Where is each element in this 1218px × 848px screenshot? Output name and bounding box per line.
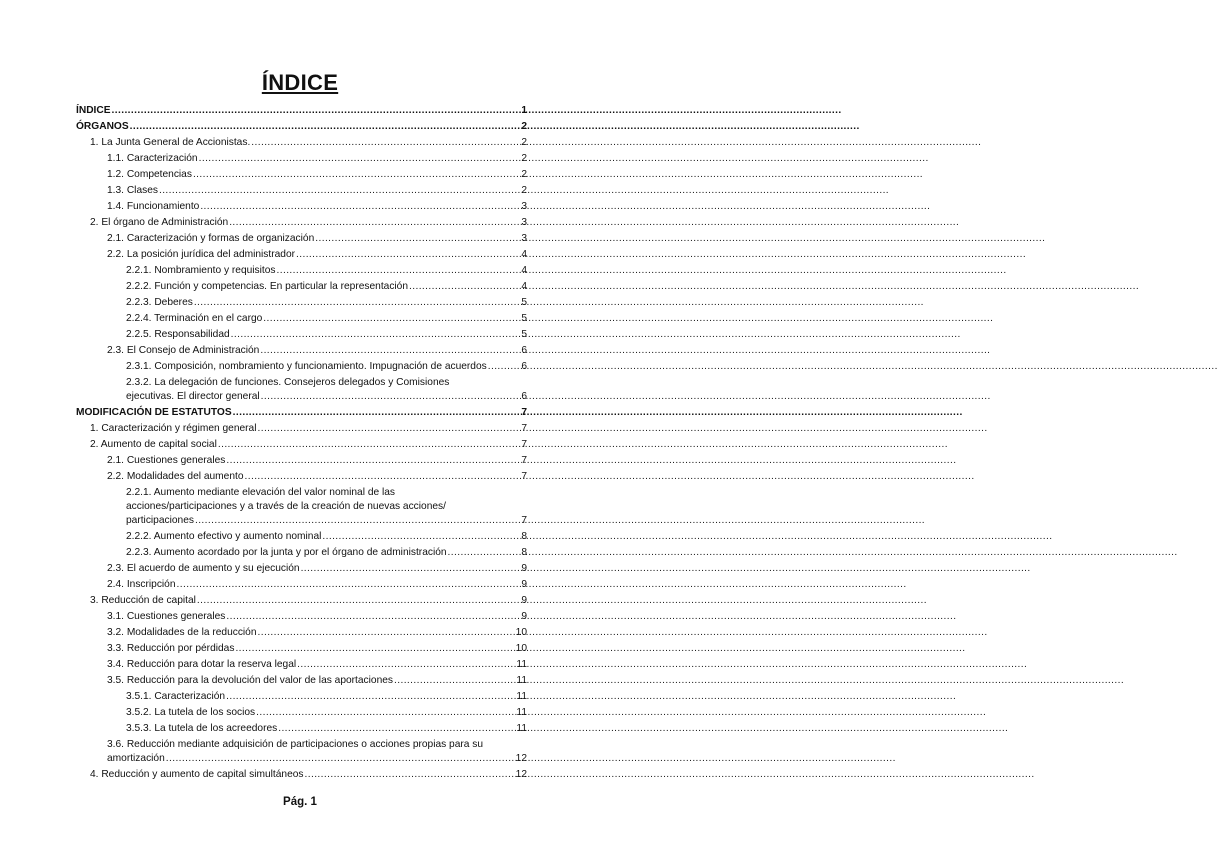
toc-page-number: 3 [521, 217, 527, 228]
toc-leader-dots [297, 658, 515, 672]
toc-page-number: 5 [521, 329, 527, 340]
toc-entry-label: 3.5.2. La tutela de los socios [126, 707, 256, 718]
toc-page-number: 8 [521, 531, 527, 542]
toc-page-number: 2 [521, 153, 527, 164]
toc-entry-label: 2.1. Cuestiones generales [107, 455, 226, 466]
toc-page-number: 11 [516, 675, 527, 686]
toc-page-number: 6 [521, 391, 527, 402]
toc-leader-dots [193, 168, 520, 182]
toc-page-number: 9 [521, 563, 527, 574]
toc-entry[interactable] [90, 422, 527, 436]
toc-entry-label: MODIFICACIÓN DE ESTATUTOS [76, 407, 232, 418]
toc-entry[interactable] [90, 594, 527, 608]
page-number-footer: Pág. 1 [283, 796, 317, 808]
toc-page-number: 7 [521, 423, 527, 434]
toc-entry[interactable] [126, 722, 527, 736]
toc-entry-label: 2.1. Caracterización y formas de organización [107, 233, 315, 244]
toc-leader-dots [315, 232, 520, 246]
toc-entry-label: amortización [107, 753, 165, 764]
toc-entry[interactable] [126, 690, 527, 704]
toc-entry-label: 3.2. Modalidades de la reducción [107, 627, 257, 638]
toc-entry[interactable] [107, 344, 527, 358]
toc-entry-label: ÓRGANOS [76, 121, 129, 132]
toc-leader-dots [251, 136, 520, 150]
toc-entry-label: 3.3. Reducción por pérdidas [107, 643, 235, 654]
toc-page-number: 3 [521, 201, 527, 212]
toc-leader-dots [260, 344, 520, 358]
toc-page-number: 7 [521, 471, 527, 482]
toc-entry[interactable] [126, 296, 527, 310]
toc-entry[interactable] [107, 152, 527, 166]
toc-leader-dots [226, 454, 520, 468]
toc-leader-dots [231, 328, 521, 342]
toc-entry[interactable] [90, 438, 527, 452]
toc-entry[interactable] [107, 562, 527, 576]
toc-page-number: 4 [521, 265, 527, 276]
toc-entry-label: 3.1. Cuestiones generales [107, 611, 226, 622]
toc-page-number: 7 [521, 515, 527, 526]
toc-leader-dots [177, 578, 521, 592]
toc-entry-label: 2. Aumento de capital social [90, 439, 217, 450]
toc-entry[interactable] [107, 642, 527, 656]
toc-leader-dots [263, 312, 520, 326]
toc-page-number: 12 [515, 753, 527, 764]
toc-entry-label: 1. La Junta General de Accionistas. [90, 137, 251, 148]
toc-entry-label: 2.4. Inscripción [107, 579, 176, 590]
toc-page-number: 2 [521, 121, 527, 132]
toc-entry[interactable] [107, 738, 527, 766]
toc-entry[interactable] [107, 168, 527, 182]
toc-leader-dots [261, 390, 521, 404]
toc-entry[interactable] [107, 626, 527, 640]
toc-leader-dots [233, 406, 521, 420]
toc-page-number: 9 [521, 611, 527, 622]
toc-entry[interactable] [126, 328, 527, 342]
toc-entry[interactable] [90, 136, 527, 150]
toc-leader-dots [394, 674, 515, 688]
toc-leader-dots [257, 422, 520, 436]
toc-leader-dots [448, 546, 521, 560]
toc-page-number: 7 [521, 455, 527, 466]
toc-entry-label: 1. Caracterización y régimen general [90, 423, 257, 434]
toc-leader-dots [166, 752, 515, 766]
toc-entry-label: 2.3. El Consejo de Administración [107, 345, 260, 356]
toc-leader-dots [130, 120, 521, 134]
toc-leader-dots [235, 642, 514, 656]
toc-entry-label: 2.3. El acuerdo de aumento y su ejecución [107, 563, 300, 574]
toc-entry-label: 3. Reducción de capital [90, 595, 196, 606]
toc-leader-dots [296, 248, 520, 262]
toc-entry-label: participaciones [126, 515, 194, 526]
toc-entry-label: 4. Reducción y aumento de capital simultáneos [90, 769, 304, 780]
toc-entry-label: 2.2. Modalidades del aumento [107, 471, 244, 482]
toc-leader-dots [194, 296, 521, 310]
toc-entry-label: 2.2. La posición jurídica del administrador [107, 249, 296, 260]
toc-entry[interactable] [126, 486, 527, 528]
toc-leader-dots [199, 152, 521, 166]
toc-entry-label: 1.3. Clases [107, 185, 158, 196]
toc-page-number: 2 [521, 169, 527, 180]
toc-entry-label: 2.2.2. Aumento efectivo y aumento nominal [126, 531, 322, 542]
toc-leader-dots [195, 514, 520, 528]
toc-page-number: 5 [521, 297, 527, 308]
toc-leader-dots [197, 594, 520, 608]
toc-entry[interactable] [107, 184, 527, 198]
toc-entry-label: 3.4. Reducción para dotar la reserva legal [107, 659, 297, 670]
toc-leader-dots [200, 200, 520, 214]
toc-page-number: 1 [521, 105, 527, 116]
toc-leader-dots [278, 722, 515, 736]
toc-entry[interactable] [107, 674, 527, 688]
page-title: ÍNDICE [261, 70, 339, 95]
table-of-contents [76, 104, 527, 782]
toc-entry-label: 2.2.1. Nombramiento y requisitos [126, 265, 276, 276]
toc-entry-label: 3.5.3. La tutela de los acreedores [126, 723, 278, 734]
toc-leader-dots [226, 690, 515, 704]
toc-entry[interactable] [126, 360, 527, 374]
toc-entry-label: 2.3.2. La delegación de funciones. Consejeros delegados y Comisiones [126, 377, 450, 388]
toc-entry-label: 3.6. Reducción mediante adquisición de participaciones o acciones propias para su [107, 739, 484, 750]
toc-entry[interactable] [76, 120, 527, 134]
toc-entry[interactable] [107, 454, 527, 468]
toc-leader-dots [409, 280, 520, 294]
toc-entry-label: 2.2.2. Función y competencias. En particular la representación [126, 281, 409, 292]
toc-entry-label: 3.5.1. Caracterización [126, 691, 226, 702]
toc-entry[interactable] [107, 232, 527, 246]
toc-page-number: 8 [521, 547, 527, 558]
toc-entry[interactable] [90, 216, 527, 230]
toc-page-number: 9 [521, 579, 527, 590]
toc-page-number: 2 [521, 185, 527, 196]
toc-entry-label: 2.2.3. Aumento acordado por la junta y por el órgano de administración [126, 547, 447, 558]
toc-leader-dots [229, 216, 520, 230]
toc-entry[interactable] [126, 706, 527, 720]
toc-entry-label: 2.3.1. Composición, nombramiento y funcionamiento. Impugnación de acuerdos [126, 361, 487, 372]
toc-page-number: 9 [521, 595, 527, 606]
toc-entry[interactable] [126, 546, 527, 560]
toc-leader-dots [226, 610, 520, 624]
toc-entry-label: 2.2.1. Aumento mediante elevación del valor nominal de las [126, 487, 396, 498]
toc-leader-dots [305, 768, 515, 782]
toc-entry[interactable] [126, 264, 527, 278]
toc-entry-label: 1.1. Caracterización [107, 153, 198, 164]
toc-leader-dots [277, 264, 521, 278]
toc-page-number: 10 [515, 627, 527, 638]
toc-entry[interactable] [107, 200, 527, 214]
toc-page-number: 4 [521, 249, 527, 260]
toc-entry-label: ejecutivas. El director general [126, 391, 260, 402]
toc-entry-label: 2. El órgano de Administración [90, 217, 229, 228]
toc-leader-dots [112, 104, 521, 118]
toc-page-number: 4 [521, 281, 527, 292]
toc-leader-dots [218, 438, 520, 452]
toc-leader-dots [322, 530, 520, 544]
toc-entry[interactable] [107, 248, 527, 262]
toc-page-number: 3 [521, 233, 527, 244]
toc-page-number: 7 [521, 407, 527, 418]
toc-leader-dots [488, 360, 521, 374]
toc-entry[interactable] [107, 578, 527, 592]
toc-entry-label: 1.4. Funcionamiento [107, 201, 200, 212]
toc-entry[interactable] [76, 104, 527, 118]
toc-entry[interactable] [107, 610, 527, 624]
toc-page-number: 2 [521, 137, 527, 148]
toc-entry[interactable] [90, 768, 527, 782]
toc-leader-dots [245, 470, 521, 484]
toc-leader-dots [159, 184, 520, 198]
toc-entry[interactable] [76, 406, 527, 420]
toc-entry-label: 2.2.3. Deberes [126, 297, 193, 308]
toc-entry[interactable] [107, 470, 527, 484]
toc-entry[interactable] [126, 376, 527, 404]
toc-entry-label: acciones/participaciones y a través de la creación de nuevas acciones/ [126, 501, 446, 512]
toc-page-number: 12 [515, 769, 527, 780]
toc-page-number: 5 [521, 313, 527, 324]
toc-page-number: 10 [515, 643, 527, 654]
toc-entry[interactable] [126, 530, 527, 544]
toc-entry-label: 2.2.5. Responsabilidad [126, 329, 230, 340]
toc-entry-label: 2.2.4. Terminación en el cargo [126, 313, 263, 324]
toc-leader-dots [258, 626, 515, 640]
toc-page-number: 6 [521, 361, 527, 372]
toc-leader-dots [301, 562, 521, 576]
toc-leader-dots [256, 706, 515, 720]
toc-entry-label: 3.5. Reducción para la devolución del valor de las aportaciones [107, 675, 393, 686]
toc-page-number: 11 [516, 707, 527, 718]
toc-entry[interactable] [126, 280, 527, 294]
toc-page-number: 11 [516, 723, 527, 734]
toc-page-number: 11 [516, 691, 527, 702]
toc-entry[interactable] [107, 658, 527, 672]
toc-page-number: 11 [516, 659, 527, 670]
toc-entry-label: 1.2. Competencias [107, 169, 192, 180]
toc-entry[interactable] [126, 312, 527, 326]
toc-page-number: 6 [521, 345, 527, 356]
toc-entry-label: ÍNDICE [76, 105, 111, 116]
toc-page-number: 7 [521, 439, 527, 450]
